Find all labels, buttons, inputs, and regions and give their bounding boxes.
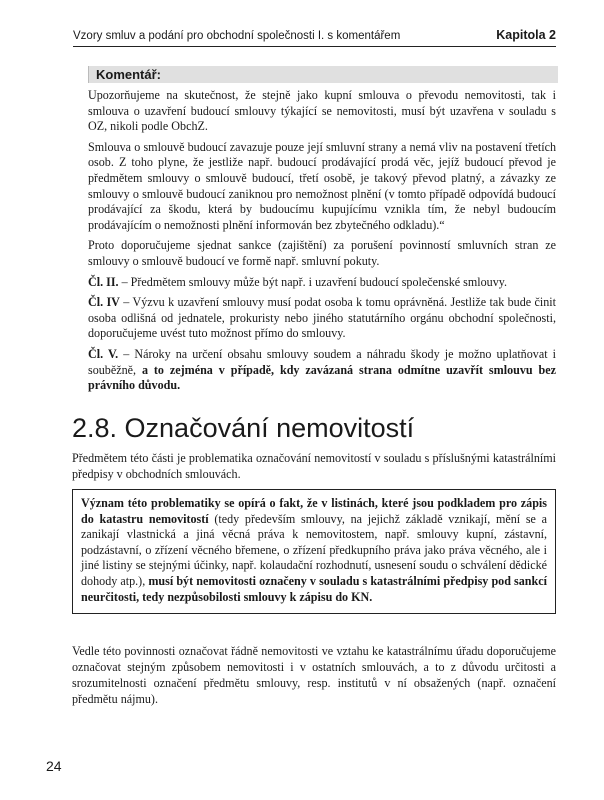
article-ref: Čl. IV bbox=[88, 295, 120, 310]
article-ref: Čl. II. bbox=[88, 274, 119, 289]
page-number: 24 bbox=[46, 758, 62, 774]
section-heading: 2.8. Označování nemovitostí bbox=[72, 413, 415, 443]
header-rule bbox=[73, 46, 556, 47]
comment-body bbox=[88, 88, 556, 399]
article-text: – Předmětem smlouvy může být např. i uzavření budoucí společenské smlouvy. bbox=[118, 274, 508, 289]
highlight-bold-lead: Význam této problematiky se opírá o fakt, že v listinách, které jsou podkladem pro zápis do katastru nemovitostí bbox=[81, 496, 547, 526]
article-text: – Nároky na určení obsahu smlouvy soudem a náhradu škody je možno uplatňovat i souběžně, bbox=[88, 346, 556, 377]
highlight-box bbox=[72, 489, 556, 614]
article-emphasis: a to zejména v případě, kdy zavázaná strana odmítne uzavřít smlouvu bez právního důvodu. bbox=[88, 362, 556, 393]
comment-paragraph: Upozorňujeme na skutečnost, že stejně jako kupní smlouva o převodu nemovitosti, tak i smlouva o uzavření budoucí smlouvy týkající se nemovitosti, musí být uzavřena v souladu s OZ, nikoli podle ObchZ. bbox=[88, 88, 556, 134]
comment-heading: Komentář: bbox=[96, 67, 162, 82]
closing-paragraph: Vedle této povinnosti označovat řádně nemovitosti ve vztahu ke katastrálnímu úřadu doporučujeme označovat stejným způsobem nemovitosti i v ostatních smlouvách, a to z důvodu určitosti a srozumitelnosti označení předmětu smlouvy, resp. institutů v ní obsažených (např. označení předmětu nájmu). bbox=[72, 644, 556, 706]
book-title: Vzory smluv a podání pro obchodní společnosti I. s komentářem bbox=[73, 30, 401, 42]
comment-paragraph bbox=[88, 275, 556, 291]
running-header bbox=[73, 28, 556, 42]
highlight-text: (tedy především smlouvy, na jejichž základě vznikají, mění se a zanikají vlastnická a jiná věcná práva k nemovitostem, např. smlouvy kupní, zástavní, podzástavní, o zřízení věcného břemene, o zřízení předkupního práva jako práva věcného, ale i jiné listiny se stejnými účinky, např. kolaudační rozhodnutí, usnesení soudu o schválení dědické dohody atp.), bbox=[81, 511, 547, 588]
comment-paragraph bbox=[88, 295, 556, 342]
comment-paragraph bbox=[88, 347, 556, 394]
comment-paragraph: Smlouva o smlouvě budoucí zavazuje pouze její smluvní strany a nemá vliv na postavení třetích osob. Z toho plyne, že jestliže např. budoucí prodávající prodá věc, jejíž budoucí převod je předmětem smlouvy o smlouvě budoucí, třetí osobě, je takový převod platný, a závazky ze smlouvy o smlouvě budoucí zaniknou pro nemožnost plnění (v tomto případě odpovídá budoucí prodávající za škodu, která by budoucímu kupujícímu vznikla tím, že nebyl budoucím prodávajícím o nemožnosti plnění informován bez zbytečného odkladu).“ bbox=[88, 139, 556, 232]
section-intro: Předmětem této části je problematika označování nemovitostí v souladu s příslušnými katastrálními předpisy v obchodních smlouvách. bbox=[72, 451, 556, 481]
comment-paragraph: Proto doporučujeme sjednat sankce (zajištění) za porušení povinností smluvních stran ze smlouvy o smlouvě budoucí ve formě např. smluvní pokuty. bbox=[88, 238, 556, 268]
article-text: – Výzvu k uzavření smlouvy musí podat osoba k tomu oprávněná. Jestliže tak bude činit osoba odlišná od jednatele, prokuristy nebo jiného statutárního orgánu obchodní společnosti, doporučujeme uvést tuto možnost přímo do smlouvy. bbox=[88, 295, 556, 341]
highlight-bold-tail: musí být nemovitosti označeny v souladu s katastrálními předpisy pod sankcí neurčitosti, tedy nezpůsobilosti smlouvy k zápisu do KN. bbox=[81, 573, 547, 604]
article-ref: Čl. V. bbox=[88, 346, 119, 361]
chapter-label: Kapitola 2 bbox=[496, 28, 556, 42]
